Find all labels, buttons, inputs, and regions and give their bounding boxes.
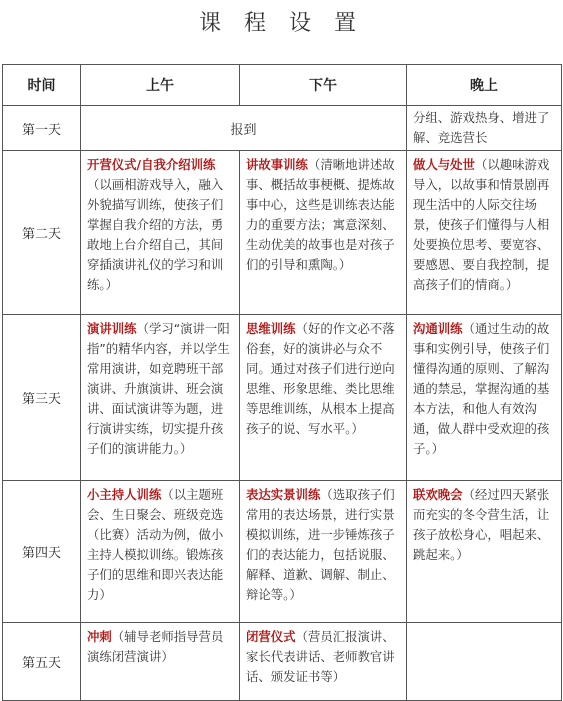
session-title: 开营仪式/自我介绍训练 [87,157,216,172]
session-title: 沟通训练 [413,321,463,336]
session-title: 闭营仪式 [246,629,296,644]
header-time: 时间 [3,65,81,106]
session-description: （清晰地讲述故事、概括故事梗概、提炼故事中心，这些是训练表达能力的重要方法；寓意深刻、生动优美的故事也是对孩子们的引导和熏陶。） [246,157,395,272]
session-description: （以主题班会、生日聚会、班级竞选（比赛）活动为例，做小主持人模拟训练。锻炼孩子们的思维和即兴表达能力） [87,487,224,602]
day-label: 第一天 [3,106,81,151]
table-row-day4 [3,481,562,623]
session-title: 演讲训练 [87,321,137,336]
session-title: 冲刺 [87,629,112,644]
schedule-table [2,64,562,701]
day3-evening-cell [407,315,562,481]
day-label: 第二天 [3,151,81,315]
session-description: （通过生动的故事和实例引导，使孩子们懂得沟通的原则、了解沟通的禁忌，掌握沟通的基本方法，和他人有效沟通，做人群中受欢迎的孩子。） [413,321,550,456]
day2-evening-cell [407,151,562,315]
day3-morning-cell [81,315,240,481]
session-title: 做人与处世 [413,157,475,172]
day-label: 第五天 [3,623,81,701]
session-title: 表达实景训练 [246,487,321,502]
day2-afternoon-cell [240,151,407,315]
session-description: （好的作文必不落俗套，好的演讲必与众不同。通过对孩子们进行逆向思维、形象思维、类比思维等思维训练，从根本上提高孩子的说、写水平。） [246,321,395,436]
session-description: （辅导老师指导营员演练闭营演讲） [87,629,224,664]
session-description: （选取孩子们常用的表达场景，进行实景模拟训练，进一步锤炼孩子们的表达能力，包括说服、解释、道歉、调解、制止、辩论等。） [246,487,395,602]
page-title: 课 程 设 置 [199,11,364,36]
day4-afternoon-cell [240,481,407,623]
table-row-day1 [3,106,562,151]
day-label: 第四天 [3,481,81,623]
day5-afternoon-cell [240,623,407,701]
session-title: 小主持人训练 [87,487,162,502]
table-row-day2 [3,151,562,315]
header-afternoon: 下午 [240,65,407,106]
session-description: （营员汇报演讲、家长代表讲话、老师教官讲话、颁发证书等） [246,629,395,684]
header-row [3,65,562,106]
session-title: 讲故事训练 [246,157,308,172]
session-title: 联欢晚会 [413,487,463,502]
day4-evening-cell [407,481,562,623]
header-morning: 上午 [81,65,240,106]
table-row-day3 [3,315,562,481]
session-description: （学习“演讲一阳指”的精华内容，并以学生常用演讲，如竞聘班干部演讲、升旗演讲、班会演讲、面试演讲等为题，进行演讲实练，切实提升孩子们的演讲能力。） [87,321,230,456]
day-label: 第三天 [3,315,81,481]
table-row-day5 [3,623,562,701]
day4-morning-cell [81,481,240,623]
day2-morning-cell [81,151,240,315]
day5-evening-cell [407,623,562,701]
day3-afternoon-cell [240,315,407,481]
session-title: 思维训练 [246,321,296,336]
session-description: （以画相游戏导入，融入外貌描写训练，使孩子们掌握自我介绍的方法，勇敢地上台介绍自己，其间穿插演讲礼仪的学习和训练。） [87,177,224,292]
day5-morning-cell [81,623,240,701]
day1-evening-cell: 分组、游戏热身、增进了解、竞选营长 [407,106,562,151]
session-description: （以趣味游戏导入，以故事和情景剧再现生活中的人际交往场景，使孩子们懂得与人相处要换位思考、要宽容、要感恩、要自我控制，提高孩子们的情商。） [413,157,550,292]
session-description: （经过四天紧张而充实的冬令营生活，让孩子放松身心，唱起来、跳起来。） [413,487,550,562]
day1-daytime-cell: 报到 [81,106,407,151]
header-evening: 晚上 [407,65,562,106]
